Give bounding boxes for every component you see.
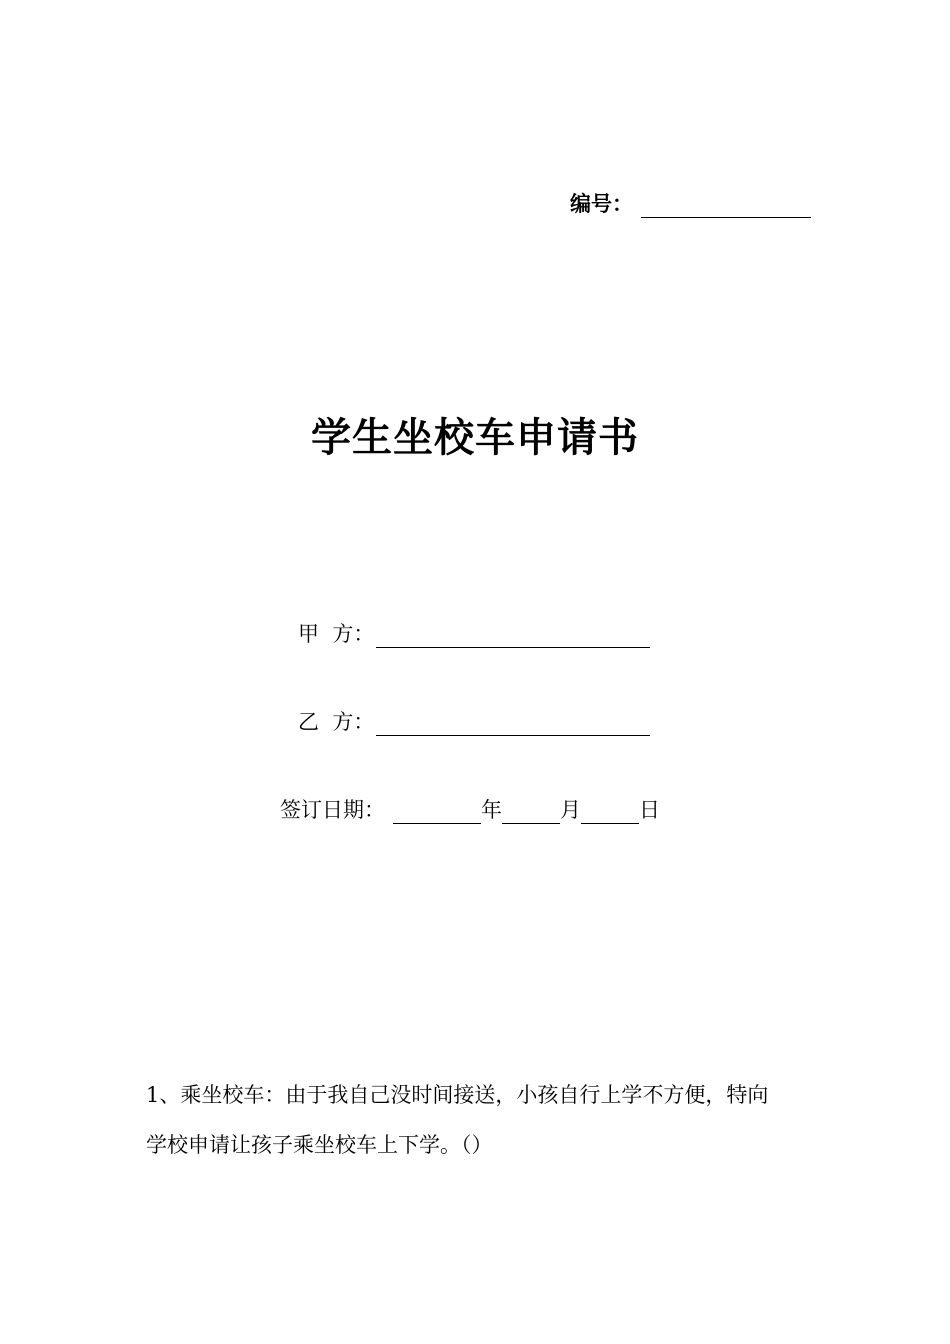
- signing-year-blank[interactable]: [393, 799, 481, 824]
- signing-date-field: [280, 796, 660, 824]
- party-a-label: 甲 方：: [298, 622, 375, 646]
- signing-month-blank[interactable]: [502, 799, 560, 824]
- signing-year-unit: 年: [481, 798, 502, 822]
- signing-month-unit: 月: [560, 798, 581, 822]
- signing-day-unit: 日: [639, 798, 660, 822]
- serial-number-label: 编号：: [570, 192, 633, 216]
- serial-number-blank[interactable]: [641, 195, 811, 218]
- signing-date-label: 签订日期：: [280, 798, 385, 822]
- item-1-line-2: 学校申请让孩子乘坐校车上下学。（）: [146, 1133, 493, 1157]
- party-a-field: [298, 620, 650, 648]
- party-b-field: [298, 708, 650, 736]
- item-1-line-1: 1、乘坐校车：由于我自己没时间接送，小孩自行上学不方便，特向: [146, 1083, 769, 1107]
- party-b-label: 乙 方：: [298, 710, 375, 734]
- document-title: 学生坐校车申请书: [311, 415, 639, 461]
- party-a-blank[interactable]: [376, 623, 650, 648]
- serial-number-field: [570, 190, 811, 218]
- party-b-blank[interactable]: [376, 711, 650, 736]
- body-paragraph: [146, 1070, 810, 1170]
- signing-day-blank[interactable]: [581, 799, 639, 824]
